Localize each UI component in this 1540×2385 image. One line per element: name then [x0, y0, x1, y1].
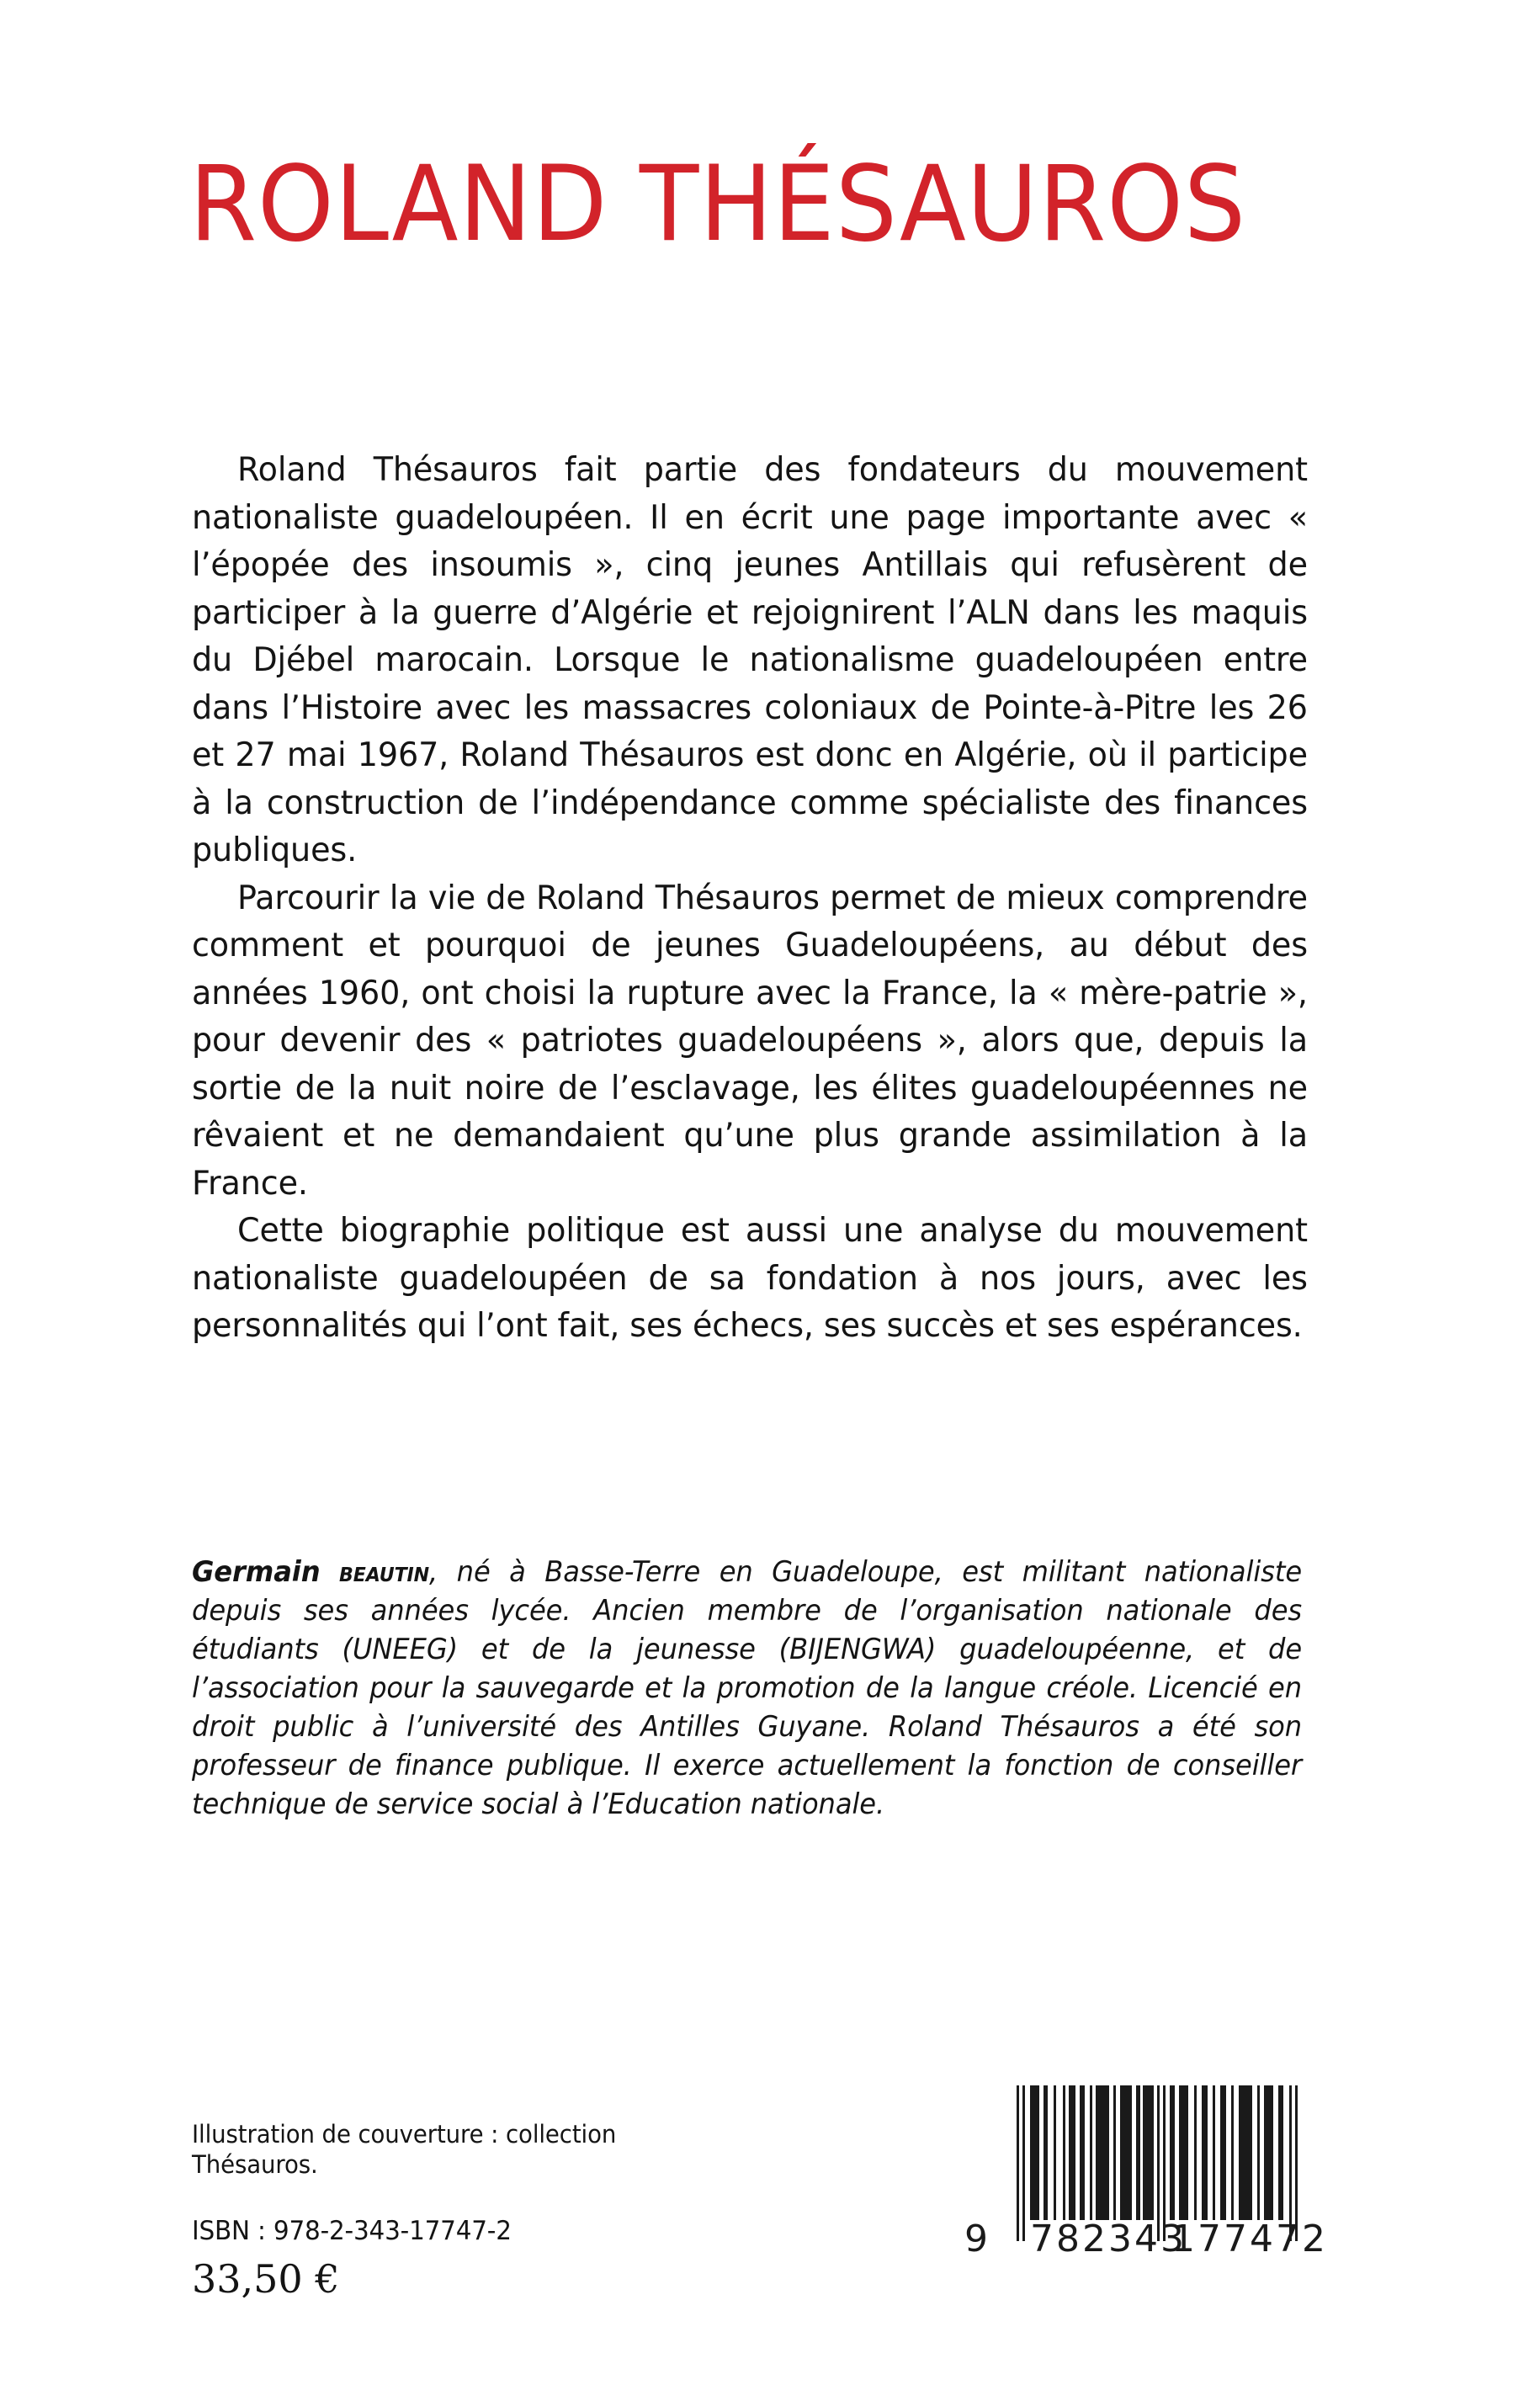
author-first-name: Germain — [192, 1555, 321, 1588]
price-line: 33,50 € — [192, 2256, 340, 2302]
isbn-line: ISBN : 978-2-343-17747-2 — [192, 2216, 512, 2246]
author-bio-block — [192, 1553, 1348, 1824]
barcode-right-group: 177472 — [1171, 2218, 1328, 2260]
blurb-paragraph-1: Roland Thésauros fait partie des fondateurs du mouvement nationaliste guadeloupéen. Il en écrit une page importante avec « l’épopée des insoumis », cinq jeunes Antillais qui refusèrent de participer à la guerre d’Algérie et rejoignirent l’ALN dans les maquis du Djébel marocain. Lorsque le nationalisme guadeloupéen entre dans l’Histoire avec les massacres coloniaux de Pointe-à-Pitre les 26 et 27 mai 1967, Roland Thésauros est donc en Algérie, où il participe à la construction de l’indépendance comme spécialiste des finances publiques. — [192, 450, 1308, 869]
barcode-area — [964, 2085, 1328, 2261]
author-bio-text — [192, 1553, 1302, 1824]
footer-block — [192, 2119, 764, 2303]
barcode-digits — [964, 2218, 1328, 2261]
blurb-paragraph-3: Cette biographie politique est aussi une analyse du mouvement nationaliste guadeloupéen de sa fondation à nos jours, avec les personnalités qui l’ont fait, ses échecs, ses succès et ses espérances. — [192, 1211, 1308, 1345]
blurb-block — [192, 446, 1348, 1350]
barcode-left-group: 782343 — [1030, 2218, 1187, 2260]
author-bio-body: , né à Basse-Terre en Guadeloupe, est militant nationaliste depuis ses années lycée. Ancien membre de l’organisation nationale des étudiants (UNEEG) et de la jeunesse (BIJENGWA) guadeloupéenne, et de l’association pour la sauvegarde et la promotion de la langue créole. Licencié en droit public à l’université des Antilles Guyane. Roland Thésauros a été son professeur de finance publique. Il exerce actuellement la fonction de conseiller technique de service social à l’Education nationale. — [192, 1555, 1303, 1820]
book-title: ROLAND THÉSAUROS — [189, 144, 1247, 265]
author-last-name: beautin — [339, 1555, 430, 1588]
blurb-paragraph-2: Parcourir la vie de Roland Thésauros permet de mieux comprendre comment et pourquoi de jeunes Guadeloupéens, au début des années 1960, ont choisi la rupture avec la France, la « mère-patrie », pour devenir des « patriotes guadeloupéens », alors que, depuis la sortie de la nuit noire de l’esclavage, les élites guadeloupéennes ne rêvaient et ne demandaient qu’une plus grande assimilation à la France. — [192, 878, 1308, 1203]
barcode-lead-digit: 9 — [964, 2218, 990, 2260]
title-block — [189, 144, 1352, 265]
cover-credit-line: Illustration de couverture : collection Thésauros. — [192, 2120, 617, 2179]
